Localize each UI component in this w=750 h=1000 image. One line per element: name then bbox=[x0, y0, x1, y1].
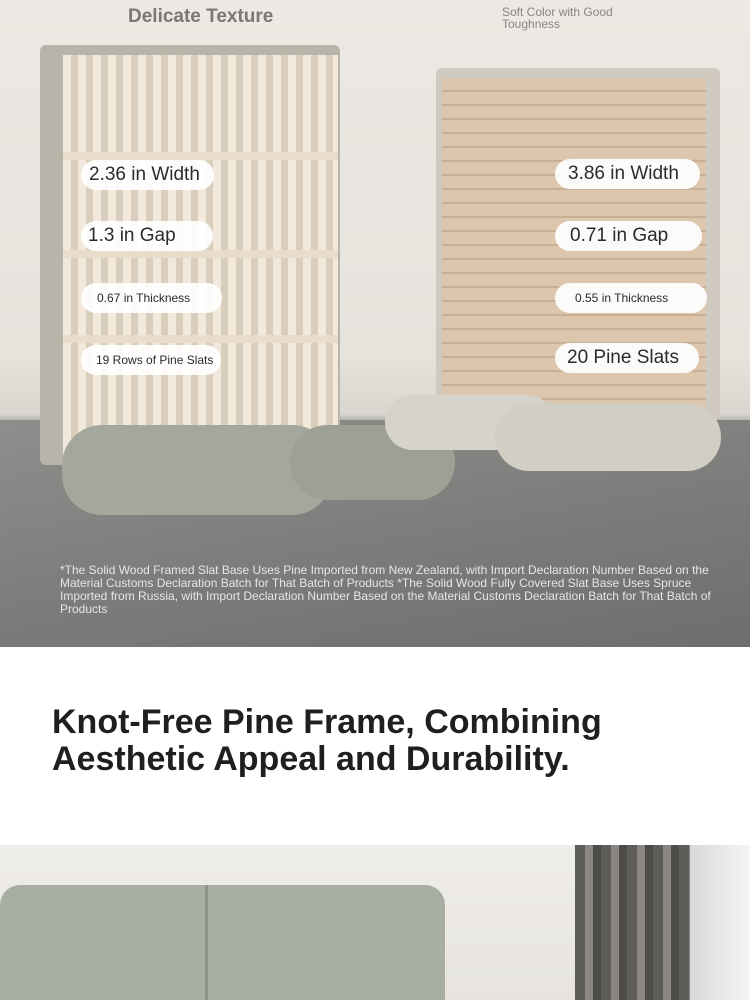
section-heading: Knot-Free Pine Frame, Combining Aesthetic Appeal and Durability. bbox=[52, 703, 602, 778]
slat-rail bbox=[63, 152, 338, 160]
spec-left-rows: 19 Rows of Pine Slats bbox=[81, 345, 221, 375]
caption-delicate-texture: Delicate Texture bbox=[128, 6, 274, 27]
headboard bbox=[0, 885, 445, 1000]
spec-left-thickness: 0.67 in Thickness bbox=[81, 283, 222, 313]
window-light bbox=[690, 845, 750, 1000]
spec-right-slats: 20 Pine Slats bbox=[555, 343, 699, 373]
caption-soft-color: Soft Color with Good Toughness bbox=[502, 5, 613, 31]
spec-right-gap: 0.71 in Gap bbox=[555, 221, 702, 251]
cushion bbox=[495, 403, 721, 471]
spec-left-width: 2.36 in Width bbox=[81, 160, 214, 190]
import-footnote: *The Solid Wood Framed Slat Base Uses Pine Imported from New Zealand, with Import Declaration Number Based on the Material Customs Declaration Batch for That Batch of Products *The Solid Wood Fully Covered Slat Base Uses Spruce Imported from Russia, with Import Declaration Number Based on the Material Customs Declaration Batch for That Batch of Products bbox=[60, 563, 711, 616]
slat-rail bbox=[63, 335, 338, 343]
headboard-seam bbox=[205, 885, 208, 1000]
bed-lifestyle-image bbox=[0, 845, 750, 1000]
spec-left-gap: 1.3 in Gap bbox=[81, 221, 213, 251]
spec-right-width: 3.86 in Width bbox=[555, 159, 700, 189]
spec-right-thickness: 0.55 in Thickness bbox=[555, 283, 707, 313]
slat-rail bbox=[63, 250, 338, 258]
